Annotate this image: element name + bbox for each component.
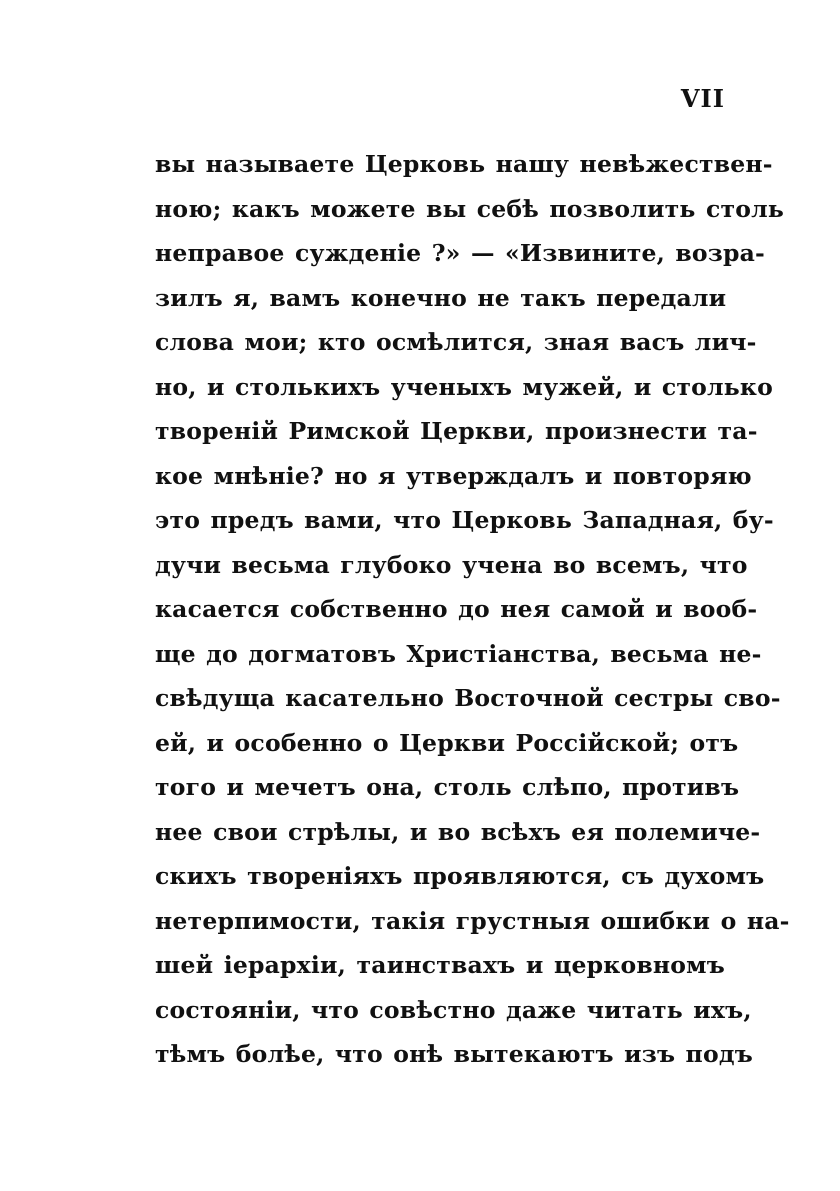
text-line: состояніи, что совѣстно даже читать ихъ, (155, 995, 752, 1024)
text-line: нетерпимости, такія грустныя ошибки о на- (155, 906, 790, 935)
text-line: шей іерархіи, таинствахъ и церковномъ (155, 951, 725, 979)
text-line: ще до догматовъ Христіанства, весьма не- (155, 639, 762, 668)
text-line: касается собственно до нея самой и вооб- (155, 595, 758, 623)
body-text (155, 142, 790, 1077)
text-line: дучи весьма глубоко учена во всемъ, что (155, 550, 748, 579)
text-line: зилъ я, вамъ конечно не такъ передали (155, 283, 727, 312)
text-line: нее свои стрѣлы, и во всѣхъ ея полемиче- (155, 817, 761, 846)
text-line: скихъ твореніяхъ проявляются, съ духомъ (155, 862, 765, 890)
text-line: вы называете Церковь нашу невѣжествен- (155, 150, 773, 178)
text-line: тѣмъ болѣе, что онѣ вытекаютъ изъ подъ (155, 1040, 753, 1068)
text-line: но, и столькихъ ученыхъ мужей, и столько (155, 372, 773, 401)
text-line: свѣдуща касательно Восточной сестры сво- (155, 684, 781, 712)
text-line: ною; какъ можете вы себѣ позволить столь (155, 194, 785, 223)
text-line: это предъ вами, что Церковь Западная, бу- (155, 506, 774, 534)
text-line: кое мнѣніе? но я утверждалъ и повторяю (155, 461, 752, 490)
text-line: неправое сужденіе ?» — «Извините, возра- (155, 239, 765, 267)
text-line: того и мечетъ она, столь слѣпо, противъ (155, 773, 740, 801)
page-number: VII (680, 84, 725, 113)
text-line: ей, и особенно о Церкви Россійской; отъ (155, 728, 739, 757)
text-line: твореній Римской Церкви, произнести та- (155, 417, 758, 445)
text-line: слова мои; кто осмѣлится, зная васъ лич- (155, 328, 757, 356)
